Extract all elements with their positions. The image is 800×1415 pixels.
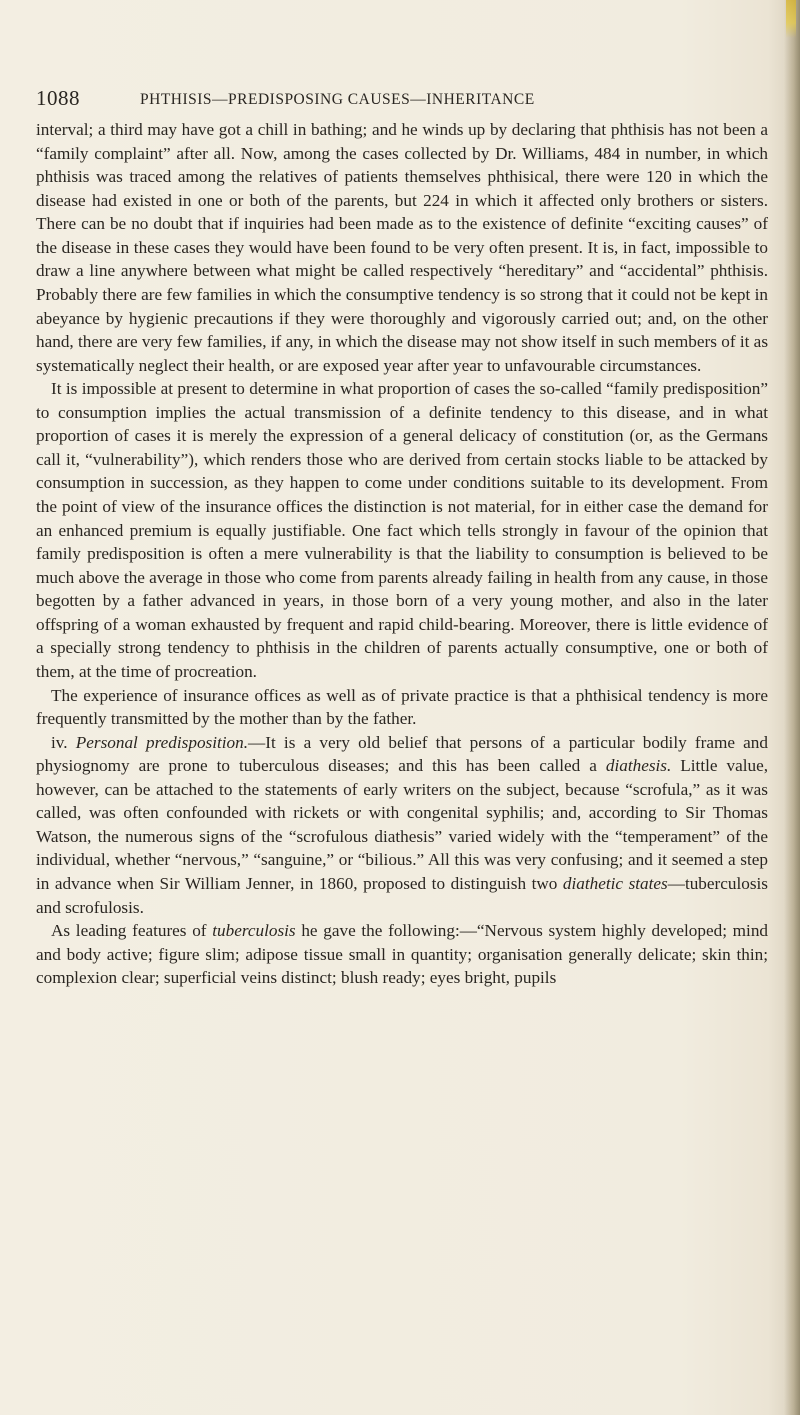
paragraph-5 bbox=[36, 919, 768, 990]
term-diathesis: diathesis. bbox=[605, 756, 672, 776]
paragraph-5-text-b: he gave the following:—“Nervous system highly developed; mind and body active; figure slim; adipose tissue small in quantity; organisation generally delicate; skin thin; complexion clear; superficial veins distinct; blush ready; eyes bright, pupils bbox=[36, 921, 769, 988]
page-edge-shadow bbox=[784, 0, 800, 1415]
term-tuberculosis: tuberculosis bbox=[212, 921, 296, 941]
section-numeral: iv. bbox=[51, 732, 68, 752]
paragraph-1: interval; a third may have got a chill in bathing; and he winds up by declaring that phthisis has not been a “family complaint” after all. Now, among the cases collected by Dr. Williams, 484 in number, in which phthisis was traced among the relatives of patients themselves phthisical, there were 120 in which the disease had existed in one or both of the parents, but 224 in which it affected only brothers or sisters. There can be no doubt that if inquiries had been made as to the existence of definite “exciting causes” of the disease in these cases they would have been found to be very often present. It is, in fact, impossible to draw a line anywhere between what might be called respectively “hereditary” and “accidental” phthisis. Probably there are few families in which the consumptive tendency is so strong that it could not be kept in abeyance by hygienic precautions if they were thoroughly and vigorously carried out; and, on the other hand, there are very few families, if any, in which the disease may not show itself in such members of it as systematically neglect their health, or are exposed year after year to unfavourable circumstances. bbox=[36, 120, 769, 375]
page-body bbox=[36, 118, 768, 990]
paragraph-3: The experience of insurance offices as well as of private practice is that a phthisical tendency is more frequently transmitted by the mother than by the father. bbox=[36, 685, 768, 729]
section-heading: Personal predisposition. bbox=[75, 732, 249, 752]
page-edge-mark bbox=[786, 0, 796, 38]
paragraph-4-text-a: —It is a very old belief that persons of a particular bodily frame and physiognomy are prone to tuberculous diseases; and this has been called a bbox=[36, 732, 768, 776]
paragraph-2: It is impossible at present to determine in what proportion of cases the so-called “family predisposition” to consumption implies the actual transmission of a definite tendency to this disease, and in what proportion of cases it is merely the expression of a general delicacy of constitution (or, as the Germans call it, “vulnerability”), which renders those who are derived from certain stocks liable to be attacked by consumption in succession, as they happen to come under conditions suitable to its development. From the point of view of the insurance offices the distinction is not material, for in either case the demand for an enhanced premium is equally justifiable. One fact which tells strongly in favour of the opinion that family predisposition is often a mere vulnerability is that the liability to consumption is believed to be much above the average in those who come from parents already failing in health from any cause, in those begotten by a father advanced in years, in those born of a very young mother, and also in the later offspring of a woman exhausted by frequent and rapid child-bearing. Moreover, there is little evidence of a specially strong tendency to phthisis in the children of parents actually consumptive, one or both of them, at the time of procreation. bbox=[36, 379, 768, 681]
paragraph-5-text-a: As leading features of bbox=[51, 921, 213, 941]
paragraph-4-text-c: —tuberculosis and scrofulosis. bbox=[36, 874, 768, 917]
term-diathetic-states: diathetic states bbox=[562, 874, 668, 893]
paragraph-4 bbox=[36, 731, 768, 920]
page-header bbox=[36, 86, 766, 118]
running-head: PHTHISIS—PREDISPOSING CAUSES—INHERITANCE bbox=[140, 91, 535, 108]
paragraph-4-text-b: Little value, however, can be attached to the statements of early writers on the subject, because “scrofula,” as it was called, was often confounded with rickets or with congenital syphilis; and, according to Sir Thomas Watson, the numerous signs of the “scrofulous diathesis” varied widely with the “temperament” of the individual, whether “nervous,” “sanguine,” or “bilious.” All this was very confusing; and it seemed a step in advance when Sir William Jenner, in 1860, proposed to distinguish two bbox=[36, 756, 768, 893]
page-number: 1088 bbox=[36, 86, 80, 110]
